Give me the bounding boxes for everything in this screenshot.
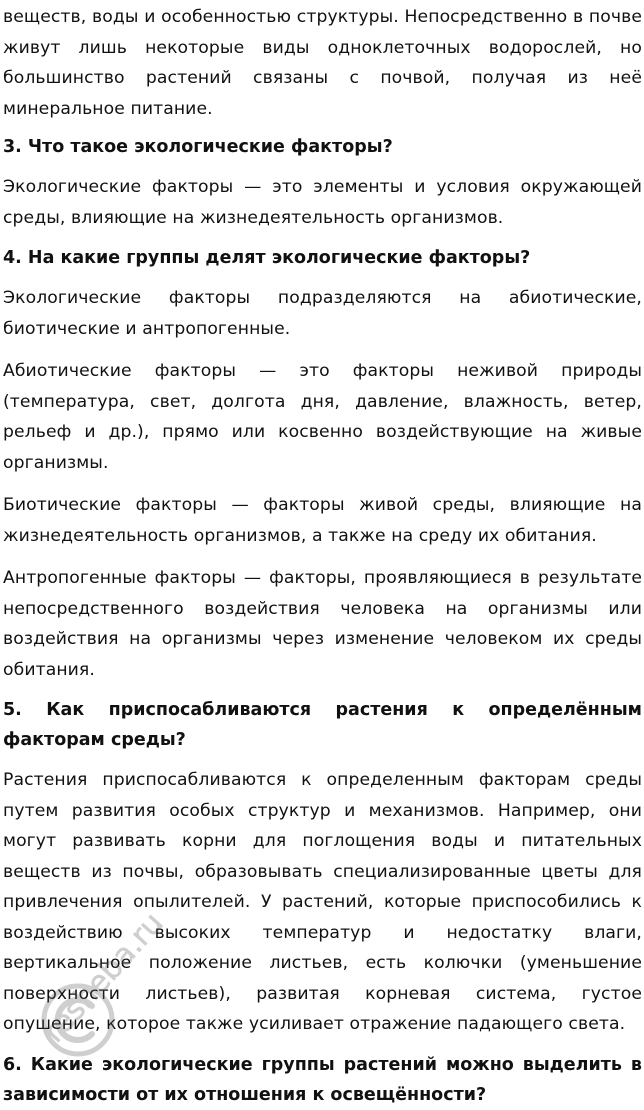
paragraph-soil-intro: веществ, воды и особенностью структуры. Непосредственно в почве живут лишь некоторые виды одноклеточных водорослей, но большинство растений связаны с почвой, получая из неё минеральное питание. bbox=[3, 7, 642, 119]
watermark-text: resheba.ru bbox=[36, 905, 171, 1050]
question-5: 5. Как приспосабливаются растения к определённым факторам среды? bbox=[3, 700, 642, 750]
question-6: 6. Какие экологические группы растений можно выделить в зависимости от их отношения к освещённости? bbox=[3, 1054, 642, 1105]
answer-4-abiotic: Абиотические факторы — это факторы неживой природы (температура, свет, долгота дня, давление, влажность, ветер, рельеф и др.), прямо или косвенно воздействующие на живые организмы. bbox=[3, 361, 642, 473]
answer-4-anthropogenic: Антропогенные факторы — факторы, проявляющиеся в результате непосредственного воздействия человека на организмы или воздействия на организмы через изменение человеком их среды обитания. bbox=[3, 568, 642, 680]
answer-3: Экологические факторы — это элементы и условия окружающей среды, влияющие на жизнедеятельность организмов. bbox=[3, 177, 642, 228]
answer-4-biotic: Биотические факторы — факторы живой среды, влияющие на жизнедеятельность организмов, а также на среду их обитания. bbox=[3, 495, 642, 546]
answer-4-intro: Экологические факторы подразделяются на абиотические, биотические и антропогенные. bbox=[3, 288, 642, 339]
question-3: 3. Что такое экологические факторы? bbox=[3, 137, 393, 157]
question-4: 4. На какие группы делят экологические факторы? bbox=[3, 248, 531, 268]
answer-5: Растения приспосабливаются к определенным факторам среды путем развития особых структур и механизмов. Например, они могут развивать корни для поглощения воды и питательных веществ из почвы, образовывать специализированные цветы для привлечения опылителей. У растений, которые приспособились к воздействию высоких температур и недостатку влаги, вертикальное положение листьев, есть колючки (уменьшение поверхности листьев), развитая корневая система, густое опушение, которое также усиливает отражение падающего света. bbox=[3, 770, 642, 1034]
